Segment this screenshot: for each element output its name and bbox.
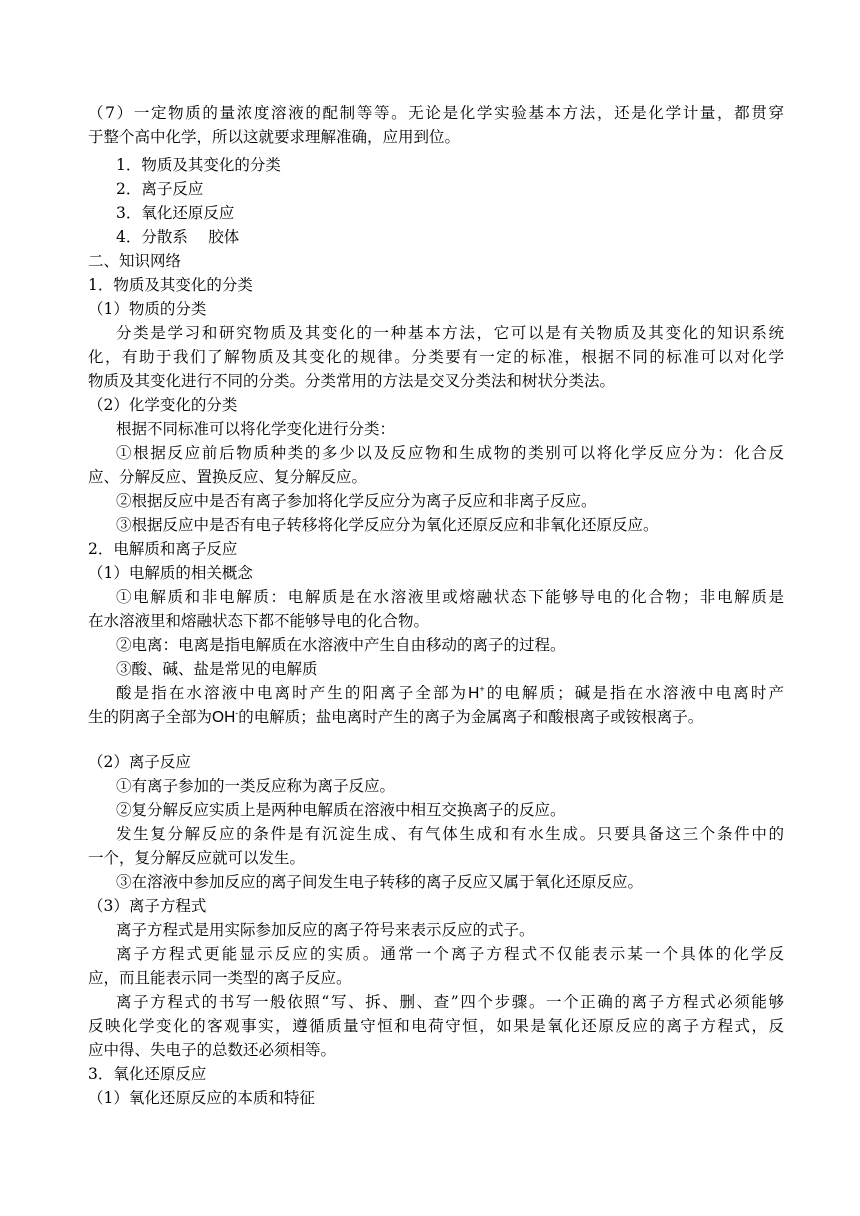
text-line: ②电离：电离是指电解质在水溶液中产生自由移动的离子的过程。 bbox=[116, 636, 566, 654]
text-line: （7）一定物质的量浓度溶液的配制等等。无论是化学实验基本方法，还是化学计量，都贯穿 bbox=[88, 104, 784, 122]
subsection-heading: （1）物质的分类 bbox=[88, 300, 207, 318]
text-line: ③在溶液中参加反应的离子间发生电子转移的离子反应又属于氧化还原反应。 bbox=[116, 873, 644, 891]
subsection-heading: （1）电解质的相关概念 bbox=[88, 564, 253, 582]
text-line: 离子方程式的书写一般依照“写、拆、删、查”四个步骤。一个正确的离子方程式必须能够 bbox=[116, 993, 784, 1011]
ion-charge: + bbox=[479, 684, 485, 694]
text-line: 物质及其变化进行不同的分类。分类常用的方法是交叉分类法和树状分类法。 bbox=[88, 372, 616, 390]
list-item: 4．分散系 胶体 bbox=[116, 228, 240, 246]
chem-symbol: OH bbox=[212, 709, 236, 726]
text-line bbox=[116, 681, 784, 707]
text-line: 一个，复分解反应就可以发生。 bbox=[88, 849, 306, 867]
list-item: 2．离子反应 bbox=[116, 180, 204, 198]
text-line: 在水溶液里和熔融状态下都不能够导电的化合物。 bbox=[88, 612, 430, 630]
chem-symbol: H bbox=[468, 685, 480, 702]
text-line: 反映化学变化的客观事实，遵循质量守恒和电荷守恒，如果是氧化还原反应的离子方程式，反 bbox=[88, 1017, 784, 1035]
text-line: 离子方程式更能显示反应的实质。通常一个离子方程式不仅能表示某一个具体的化学反 bbox=[116, 945, 784, 963]
text-line: ③酸、碱、盐是常见的电解质 bbox=[116, 660, 318, 678]
subsection-heading: （1）氧化还原反应的本质和特征 bbox=[88, 1089, 315, 1107]
text-line: 应，而且能表示同一类型的离子反应。 bbox=[88, 969, 352, 987]
text-fragment: 的电解质；碱是指在水溶液中电离时产 bbox=[484, 684, 784, 702]
subsection-heading: （2）化学变化的分类 bbox=[88, 396, 238, 414]
subsection-heading: 2．电解质和离子反应 bbox=[88, 540, 238, 558]
text-line bbox=[88, 705, 703, 731]
text-line: 于整个高中化学，所以这就要求理解准确，应用到位。 bbox=[88, 128, 461, 146]
text-line: 根据不同标准可以将化学变化进行分类： bbox=[116, 420, 396, 438]
text-line: ②复分解反应实质上是两种电解质在溶液中相互交换离子的反应。 bbox=[116, 801, 566, 819]
list-item: 1．物质及其变化的分类 bbox=[116, 156, 281, 174]
text-line: ③根据反应中是否有电子转移将化学反应分为氧化还原反应和非氧化还原反应。 bbox=[116, 516, 659, 534]
subsection-heading: 3．氧化还原反应 bbox=[88, 1065, 207, 1083]
text-fragment: 的电解质；盐电离时产生的离子为金属离子和酸根离子或铵根离子。 bbox=[238, 708, 704, 726]
text-line: ①有离子参加的一类反应称为离子反应。 bbox=[116, 777, 396, 795]
subsection-heading: （3）离子方程式 bbox=[88, 897, 207, 915]
text-line: 应、分解反应、置换反应、复分解反应。 bbox=[88, 468, 368, 486]
text-line: 发生复分解反应的条件是有沉淀生成、有气体生成和有水生成。只要具备这三个条件中的 bbox=[116, 825, 784, 843]
ion-charge: - bbox=[235, 708, 239, 718]
text-line: ①根据反应前后物质种类的多少以及反应物和生成物的类别可以将化学反应分为：化合反 bbox=[116, 444, 784, 462]
subsection-heading: 1．物质及其变化的分类 bbox=[88, 276, 253, 294]
text-line: 离子方程式是用实际参加反应的离子符号来表示反应的式子。 bbox=[116, 921, 535, 939]
text-fragment: 酸是指在水溶液中电离时产生的阳离子全部为 bbox=[116, 684, 469, 702]
list-item: 3．氧化还原反应 bbox=[116, 204, 235, 222]
subsection-heading: （2）离子反应 bbox=[88, 753, 191, 771]
text-line: 分类是学习和研究物质及其变化的一种基本方法，它可以是有关物质及其变化的知识系统 bbox=[116, 324, 784, 342]
chem-formula bbox=[212, 709, 238, 726]
text-line: 应中得、失电子的总数还必须相等。 bbox=[88, 1041, 337, 1059]
text-fragment: 生的阴离子全部为 bbox=[88, 708, 213, 726]
text-line: ②根据反应中是否有离子参加将化学反应分为离子反应和非离子反应。 bbox=[116, 492, 597, 510]
text-line: 化，有助于我们了解物质及其变化的规律。分类要有一定的标准，根据不同的标准可以对化学 bbox=[88, 348, 784, 366]
section-heading: 二、知识网络 bbox=[88, 252, 182, 270]
chem-formula bbox=[468, 685, 484, 702]
text-line: ①电解质和非电解质：电解质是在水溶液里或熔融状态下能够导电的化合物；非电解质是 bbox=[116, 588, 784, 606]
